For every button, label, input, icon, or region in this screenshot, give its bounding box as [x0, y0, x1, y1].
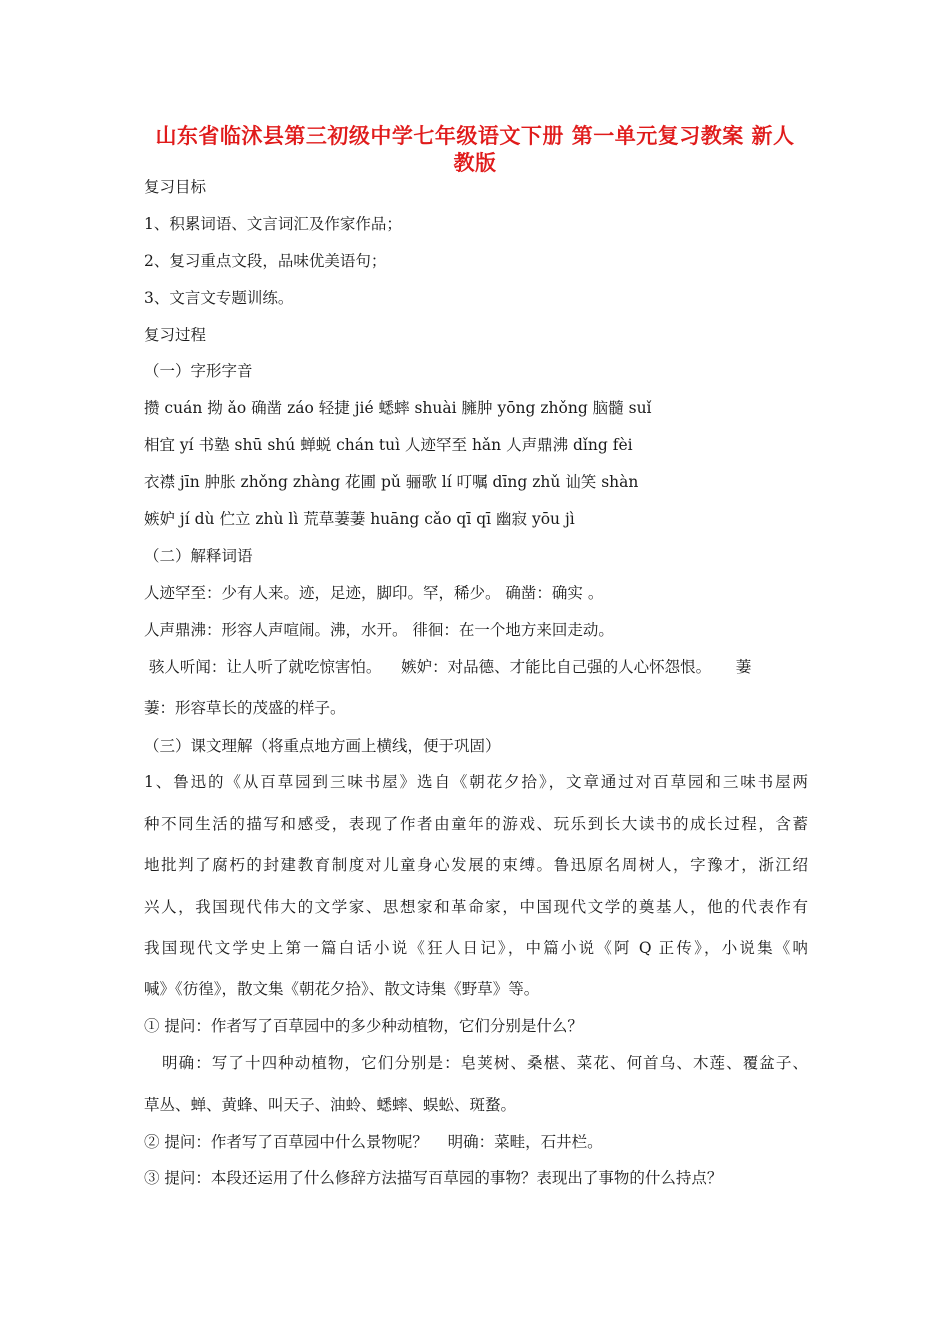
- paragraph-line: 喊》《彷徨》，散文集《朝花夕拾》、散文诗集《野草》等。: [144, 980, 540, 998]
- document-title: [140, 122, 810, 176]
- paragraph-line: 兴人，我国现代伟大的文学家、思想家和革命家，中国现代文学的奠基人，他的代表作有: [144, 898, 808, 916]
- qa-line: ③ 提问：本段还运用了什么修辞方法描写百草园的事物？表现出了事物的什么持点？: [144, 1169, 723, 1187]
- process-heading: 复习过程: [144, 326, 207, 344]
- pronunciation-line: 嫉妒 jí dù 伫立 zhù lì 荒草萋萋 huāng cǎo qī qī 幽寂 yōu jì: [144, 510, 575, 528]
- pronunciation-line: 衣襟 jīn 肿胀 zhǒng zhàng 花圃 pǔ 骊歌 lí 叮嘱 dīng zhǔ 讪笑 shàn: [144, 473, 639, 491]
- qa-line: ② 提问：作者写了百草园中什么景物呢？ 明确：菜畦，石井栏。: [144, 1133, 603, 1151]
- title-line-1: 山东省临沭县第三初级中学七年级语文下册 第一单元复习教案 新人: [155, 123, 795, 148]
- pronunciation-line: 攒 cuán 拗 ǎo 确凿 záo 轻捷 jié 蟋蟀 shuài 臃肿 yōng zhǒng 脑髓 suǐ: [144, 399, 652, 417]
- pronunciation-line: 相宜 yí 书塾 shū shú 蝉蜕 chán tuì 人迹罕至 hǎn 人声鼎沸 dǐng fèi: [144, 436, 633, 454]
- title-line-2: 教版: [453, 150, 497, 175]
- objective-3: 3、文言文专题训练。: [144, 289, 294, 307]
- paragraph-line: 我国现代文学史上第一篇白话小说《狂人日记》，中篇小说《阿 Q 正传》，小说集《呐: [144, 939, 808, 957]
- definition-line: 人迹罕至：少有人来。迹，足迹，脚印。罕，稀少。 确凿：确实 。: [144, 584, 604, 602]
- definition-line: 骇人听闻：让人听了就吃惊害怕。 嫉妒：对品德、才能比自己强的人心怀怨恨。 萋: [144, 658, 752, 676]
- paragraph-line: 地批判了腐朽的封建教育制度对儿童身心发展的束缚。鲁迅原名周树人，字豫才，浙江绍: [144, 856, 808, 874]
- objective-1: 1、积累词语、文言词汇及作家作品；: [144, 215, 402, 233]
- paragraph-line: 1、鲁迅的《从百草园到三味书屋》选自《朝花夕拾》，文章通过对百草园和三味书屋两: [144, 773, 808, 791]
- section-2-heading: （二）解释词语: [144, 547, 253, 565]
- section-3-heading: （三）课文理解（将重点地方画上横线，便于巩固）: [144, 737, 501, 755]
- paragraph-line: 种不同生活的描写和感受，表现了作者由童年的游戏、玩乐到长大读书的成长过程，含蓄: [144, 815, 808, 833]
- qa-line: ① 提问：作者写了百草园中的多少种动植物，它们分别是什么？: [144, 1017, 583, 1035]
- qa-line: 明确：写了十四种动植物，它们分别是：皂荚树、桑椹、菜花、何首乌、木莲、覆盆子、: [144, 1054, 808, 1072]
- definition-line: 人声鼎沸：形容人声喧闹。沸，水开。 徘徊：在一个地方来回走动。: [144, 621, 614, 639]
- definition-line: 萋：形容草长的茂盛的样子。: [144, 699, 346, 717]
- qa-line: 草丛、蝉、黄蜂、叫天子、油蛉、蟋蟀、蜈蚣、斑蝥。: [144, 1096, 517, 1114]
- objectives-heading: 复习目标: [144, 178, 207, 196]
- objective-2: 2、复习重点文段，品味优美语句；: [144, 252, 387, 270]
- section-1-heading: （一）字形字音: [144, 362, 253, 380]
